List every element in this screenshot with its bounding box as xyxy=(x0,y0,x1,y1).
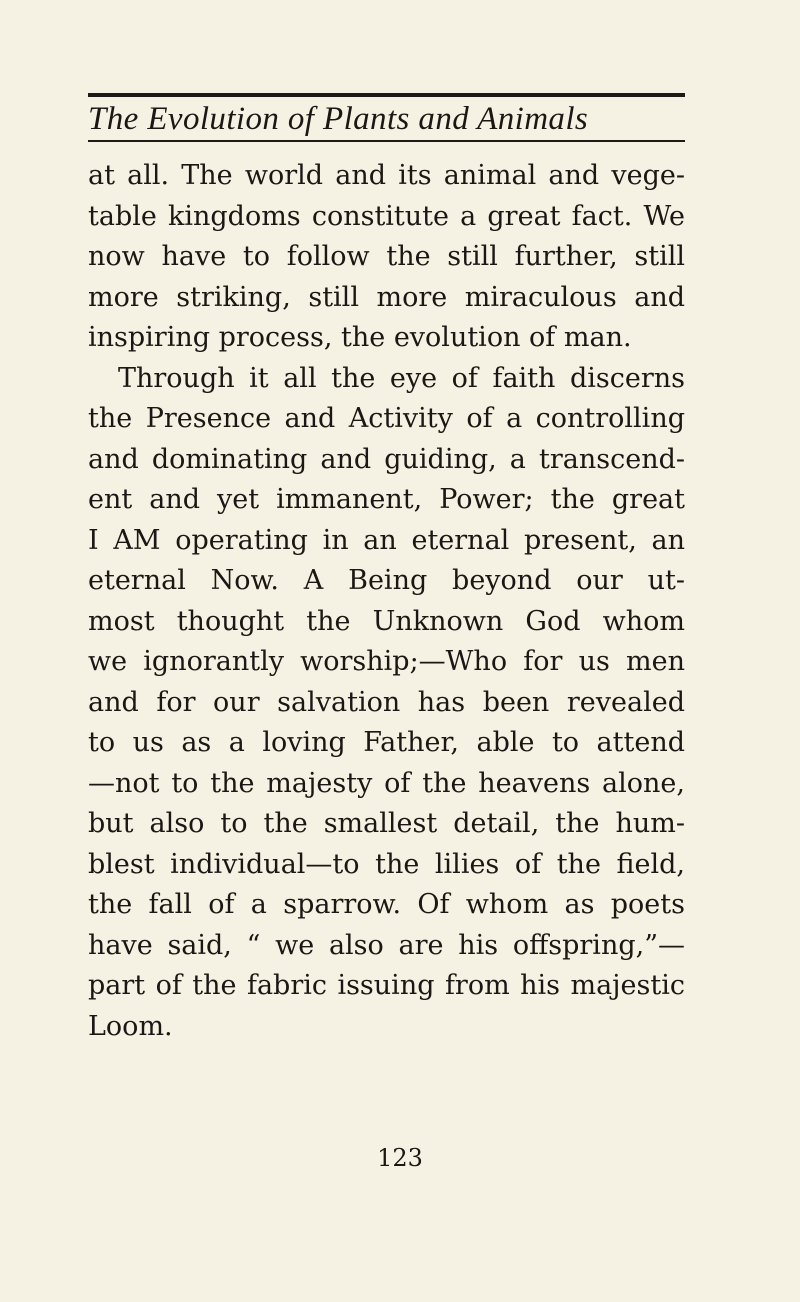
running-head: The Evolution of Plants and Animals xyxy=(88,101,589,137)
text-line: ent and yet immanent, Power; the great xyxy=(88,484,685,515)
text-line: now have to follow the still further, still xyxy=(88,241,685,272)
text-line: the fall of a sparrow. Of whom as poets xyxy=(88,889,685,920)
page-number: 123 xyxy=(377,1144,423,1172)
text-line: inspiring process, the evolution of man. xyxy=(88,322,632,353)
text-line: the Presence and Activity of a controlling xyxy=(88,403,685,434)
text-line: have said, “ we also are his offspring,”— xyxy=(88,929,685,961)
text-line: —not to the majesty of the heavens alone, xyxy=(88,767,685,799)
text-line: part of the fabric issuing from his majestic xyxy=(88,970,685,1001)
text-line: blest individual—to the lilies of the field, xyxy=(88,848,685,880)
text-line: but also to the smallest detail, the hum- xyxy=(88,808,685,839)
text-line: at all. The world and its animal and vege- xyxy=(88,160,685,191)
text-line: and for our salvation has been revealed xyxy=(88,686,685,718)
text-line: we ignorantly worship;—Who for us men xyxy=(88,646,685,677)
text-line: Through it all the eye of faith discerns xyxy=(118,362,685,394)
text-line: more striking, still more miraculous and xyxy=(88,281,685,313)
text-line: and dominating and guiding, a transcend- xyxy=(88,443,685,475)
text-line: to us as a loving Father, able to attend xyxy=(88,727,685,758)
text-line: Loom. xyxy=(88,1010,173,1042)
text-line: table kingdoms constitute a great fact. We xyxy=(88,200,685,232)
text-line: I AM operating in an eternal present, an xyxy=(88,524,685,556)
text-line: eternal Now. A Being beyond our ut- xyxy=(88,565,685,596)
header-rule-bottom xyxy=(88,140,685,142)
body-text xyxy=(88,156,685,1047)
text-line: most thought the Unknown God whom xyxy=(88,605,685,637)
